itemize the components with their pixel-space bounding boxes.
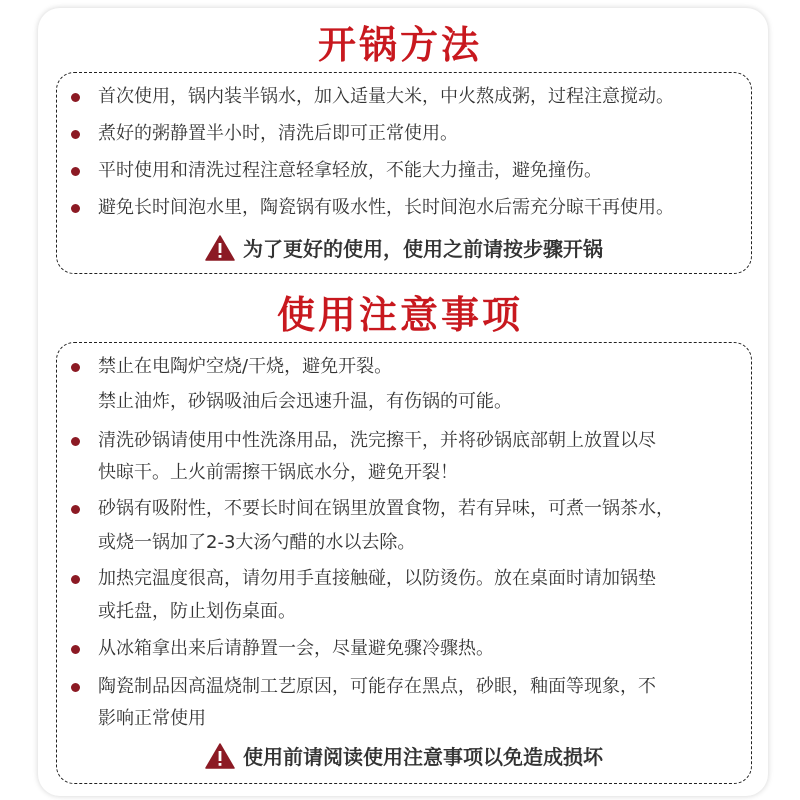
bullet-icon <box>71 575 80 584</box>
bullet-icon <box>71 437 80 446</box>
warning-triangle-icon <box>205 235 235 270</box>
section2-box: 禁止在电陶炉空烧/干烧，避免开裂。 禁止油炸，砂锅吸油后会迅速升温，有伤锅的可能。 清洗砂锅请使用中性洗涤用品，洗完擦干，并将砂锅底部朝上放置以尽 快晾干。上火前需擦干锅底水分，避免开裂！ 砂锅有吸附性，不要长时间在锅里放置食物，若有异味，可煮一锅茶水， 或烧一锅加了2-3大汤勺醋的水以去除。 加热完温度很高，请勿用手直接触碰，以防烫伤。放在桌面时请加锅垫 或托盘，防止划伤桌面。 从冰箱拿出来后请静置一会，尽量避免骤冷骤热。 陶瓷制品因高温烧制工艺原因，可能存在黑点，砂眼，釉面等现象，不 影响正常使用 使用前请阅读使用注意事项以免造成损坏 <box>56 342 752 784</box>
bullet-icon <box>71 93 80 102</box>
section2-warning <box>57 741 751 778</box>
bullet-icon <box>71 363 80 372</box>
bullet-icon <box>71 683 80 692</box>
warning-text: 使用前请阅读使用注意事项以免造成损坏 <box>243 745 603 769</box>
warning-triangle-icon <box>205 743 235 778</box>
section1-box: 首次使用，锅内装半锅水，加入适量大米，中火熬成粥，过程注意搅动。 煮好的粥静置半小时，清洗后即可正常使用。 平时使用和清洗过程注意轻拿轻放，不能大力撞击，避免撞伤。 避免长时间泡水里，陶瓷锅有吸水性，长时间泡水后需充分晾干再使用。 为了更好的使用，使用之前请按步骤开锅 <box>56 72 752 274</box>
warning-text: 为了更好的使用，使用之前请按步骤开锅 <box>243 237 603 261</box>
bullet-icon <box>71 130 80 139</box>
bullet-icon <box>71 167 80 176</box>
section2-title: 使用注意事项 <box>276 293 523 337</box>
section1-title: 开锅方法 <box>317 23 482 67</box>
bullet-icon <box>71 505 80 514</box>
bullet-icon <box>71 645 80 654</box>
bullet-icon <box>71 204 80 213</box>
section1-warning <box>57 233 751 270</box>
